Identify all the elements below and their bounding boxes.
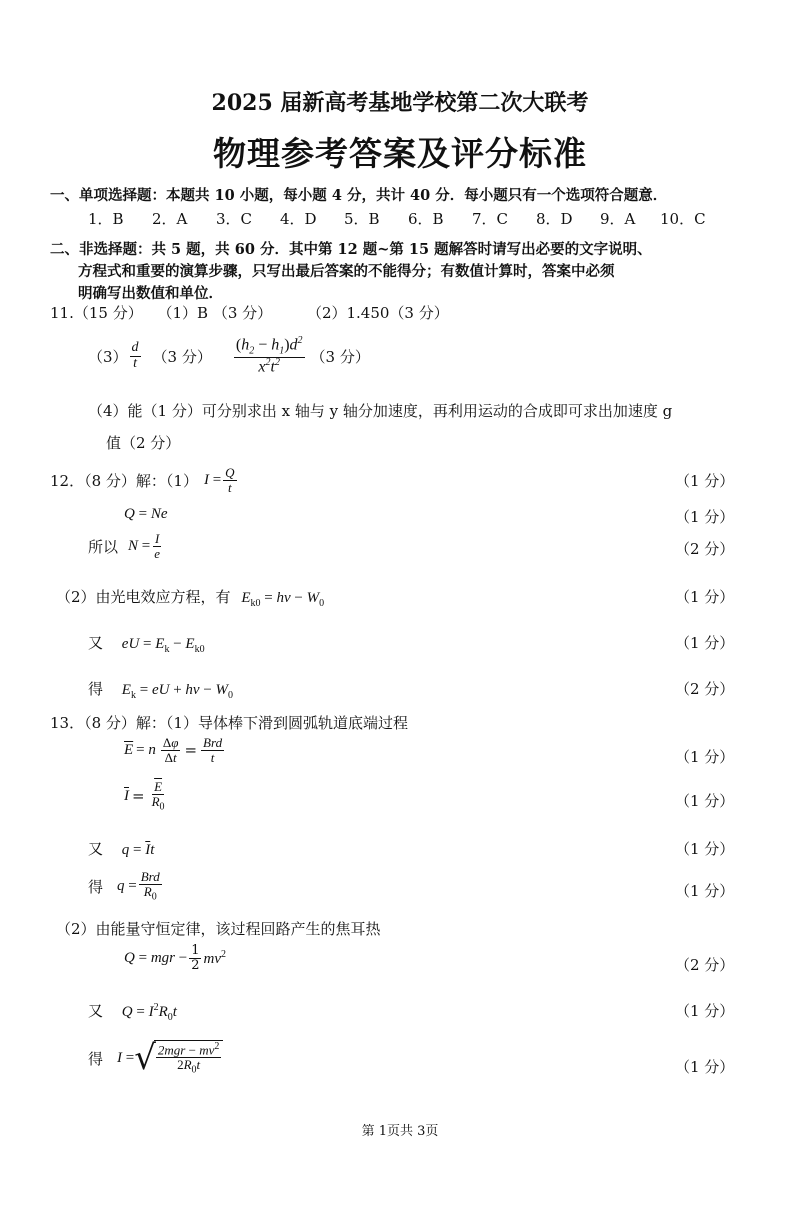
- formula-half: $\frac{1}{2}$: [191, 943, 200, 973]
- q11-head: 11.（15 分）: [50, 304, 143, 322]
- q11-part1: （1）B （3 分）: [157, 304, 273, 322]
- q13-row7: [88, 1000, 177, 1023]
- formula-number: N =: [128, 537, 151, 554]
- formula-avg-current: $\overline{I}$: [124, 787, 129, 804]
- q12-part2-label: （2）由光电效应方程，有: [56, 588, 231, 606]
- score: （1 分）: [675, 588, 735, 606]
- document-title: 物理参考答案及评分标准: [213, 134, 587, 173]
- formula-emf: $\overline{E}$: [124, 741, 134, 758]
- q13-row3: [88, 838, 154, 859]
- q11-part3-score1: （3 分）: [152, 347, 212, 366]
- score: （1 分）: [675, 1002, 735, 1020]
- mc-answer: 1．B: [88, 210, 124, 228]
- formula-kinetic: $E_k$ = eU + $h\nu - W_0$: [121, 682, 234, 701]
- formula-d-over-t: $\frac{d}{t}$: [131, 339, 139, 371]
- formula-photoelectric: $E_{k0} = h\nu - W_0$: [241, 590, 325, 609]
- formula-e-over-r0: $\frac{\overline{E}}{R_0}$: [151, 779, 165, 813]
- formula-brd-over-r0: $\frac{\text{Brd}}{R_0}$: [140, 869, 160, 903]
- mc-answer: 3．C: [216, 210, 253, 228]
- score: （1 分）: [675, 1058, 735, 1076]
- q11-row1: [50, 302, 449, 323]
- exam-title: 2025 届新高考基地学校第二次大联考: [211, 90, 589, 116]
- mc-answer: 2．A: [152, 210, 188, 228]
- mc-answers: [88, 208, 720, 229]
- formula-q-over-t: $\frac{Q}{t}$: [225, 465, 235, 495]
- formula-voltage: eU = $E_k - E_{k0}$: [121, 636, 205, 655]
- score: （2 分）: [675, 956, 735, 974]
- q12-row6: [88, 678, 233, 701]
- q13-part2: （2）由能量守恒定律，该过程回路产生的焦耳热: [56, 920, 381, 938]
- formula-heat-current: $Q = I^2R_0t$: [121, 1002, 177, 1023]
- mc-answer: 6．B: [408, 210, 444, 228]
- q12-head: 12．（8 分）解：（1）: [50, 471, 198, 490]
- mc-answer: 8．D: [536, 210, 573, 228]
- score: （2 分）: [675, 680, 735, 698]
- score: （2 分）: [675, 540, 735, 558]
- q11-part3-score2: （3 分）: [310, 347, 370, 366]
- formula-joule-heat: Q = mgr −: [124, 949, 188, 966]
- score: （1 分）: [675, 882, 735, 900]
- mc-answer: 10．C: [660, 210, 706, 228]
- formula-flux-rate: $\frac{\Delta\varphi}{\Delta t}$: [162, 735, 179, 765]
- formula-charge-avg: $q = \overline{I}t$: [121, 842, 155, 858]
- mc-answer: 9．A: [600, 210, 636, 228]
- q11-part3-label: （3）: [88, 347, 128, 366]
- sqrt-sign: √ $\frac{2mgr - mv^2}{2R_0t}$: [134, 1040, 223, 1076]
- page-number: 第 1页共 3页: [361, 1124, 439, 1139]
- formula-i-over-e: $\frac{I}{e}$: [154, 531, 161, 561]
- q12-row3: [88, 532, 164, 560]
- mc-answer: 7．C: [472, 210, 509, 228]
- q11-part2: （2）1.450（3 分）: [306, 304, 449, 322]
- q13-again-label: 又: [88, 1002, 104, 1020]
- q13-row6: Q = mgr − $\frac{1}{2}$ $mv^2$: [124, 943, 226, 973]
- section2-heading: 二、非选择题：共 5 题，共 60 分．其中第 12 题~第 15 题解答时请写出必要的文字说明、: [50, 241, 652, 258]
- section2-heading-cont: 明确写出数值和单位．: [78, 285, 223, 302]
- q13-again-label: 又: [88, 840, 104, 858]
- q11-row3: [88, 336, 370, 376]
- score: （1 分）: [675, 634, 735, 652]
- q13-row1: $\overline{E}$ = n $\frac{\Delta\varphi}{\Delta t}$ = $\frac{\text{Brd}}{t}$: [124, 735, 223, 765]
- score: （1 分）: [675, 792, 735, 810]
- formula-charge: Q = Ne: [124, 506, 168, 522]
- formula-current: I =: [203, 471, 222, 488]
- q11-part4: （4）能（1 分）可分别求出 x 轴与 y 轴分加速度，再利用运动的合成即可求出加速度 g: [88, 402, 673, 420]
- q13-get-label: 得: [88, 1049, 104, 1068]
- q12-part2: [56, 586, 324, 609]
- score: （1 分）: [675, 472, 735, 490]
- score: （1 分）: [675, 508, 735, 526]
- section2-heading-cont: 方程式和重要的演算步骤，只写出最后答案的不能得分；有数值计算时，答案中必须: [78, 263, 615, 280]
- formula-charge-result: q =: [117, 877, 137, 894]
- score: （1 分）: [675, 748, 735, 766]
- formula-sqrt-fraction: $\frac{2mgr - mv^2}{2R_0t}$: [157, 1041, 220, 1076]
- q12-so-label: 所以: [88, 537, 119, 556]
- mc-answer: 5．B: [344, 210, 380, 228]
- mc-answer: 4．D: [280, 210, 317, 228]
- q11-part4-cont: 值（2 分）: [106, 434, 181, 452]
- q13-row8: [88, 1038, 223, 1079]
- q12-row1: [50, 466, 239, 494]
- q13-row4: [88, 870, 164, 903]
- section1-heading: 一、单项选择题：本题共 10 小题，每小题 4 分，共计 40 分．每小题只有一个选项符合题意．: [50, 187, 668, 204]
- formula-brd-over-t: $\frac{\text{Brd}}{t}$: [203, 735, 223, 765]
- q13-head: 13．（8 分）解：（1）导体棒下滑到圆弧轨道底端过程: [50, 714, 408, 732]
- formula-current-result: I =: [117, 1049, 135, 1066]
- q13-get-label: 得: [88, 877, 104, 896]
- q13-row2: $\overline{I}$ = $\frac{\overline{E}}{R_0}$: [124, 779, 165, 813]
- formula-acceleration: $\frac{(h_2 - h_1)d^2}{x^2t^2}$: [235, 335, 303, 376]
- score: （1 分）: [675, 840, 735, 858]
- q12-get-label: 得: [88, 680, 104, 698]
- q12-row5: [88, 632, 205, 655]
- q12-again-label: 又: [88, 634, 104, 652]
